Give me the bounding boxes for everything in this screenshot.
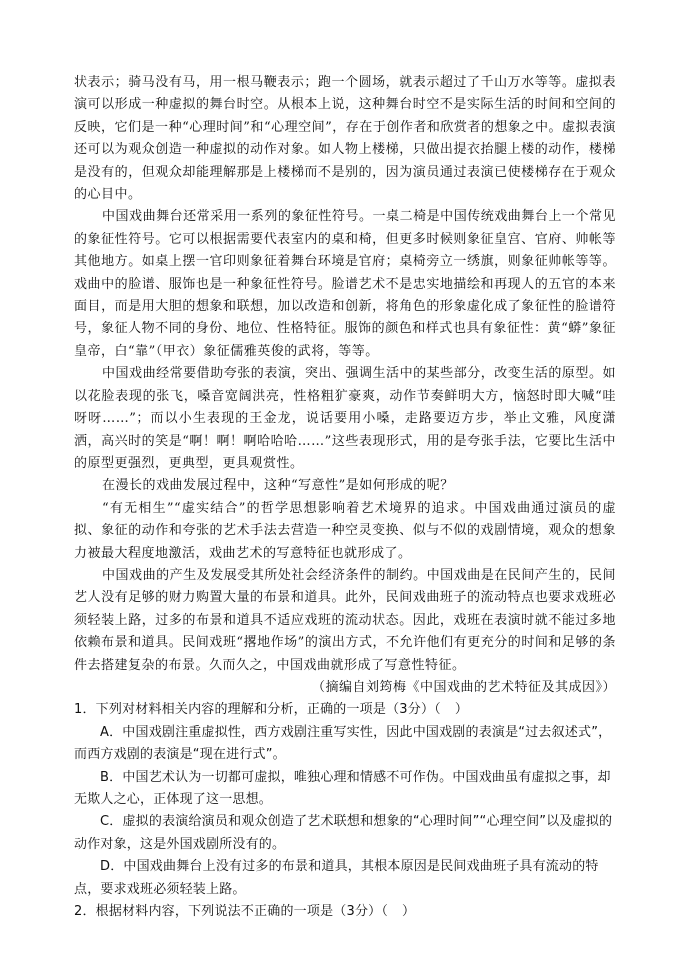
question-1-text: 1．下列对材料相关内容的理解和分析，正确的一项是（3分）（ xyxy=(74,702,441,718)
question-1-option-b: B．中国艺术认为一切都可虚拟，唯独心理和情感不可作伪。中国戏曲虽有虚拟之事，却无欺人之心，正体现了这一思想。 xyxy=(74,769,611,807)
passage-paragraph-question: 在漫长的戏曲发展过程中，这种“写意性”是如何形成的呢？ xyxy=(102,478,454,494)
question-1-option-d: D．中国戏曲舞台上没有过多的布景和道具，其根本原因是民间戏曲班子具有流动的特点，要求戏班必须轻装上路。 xyxy=(74,859,599,897)
question-1-close: ） xyxy=(454,702,469,718)
passage-paragraph-economics: 中国戏曲的产生及发展受其所处社会经济条件的制约。中国戏曲是在民间产生的，民间艺人没有足够的财力购置大量的布景和道具。此外，民间戏曲班子的流动特点也要求戏班必须轻装上路，过多的布景和道具不适应戏班的流动状态。因此，戏班在表演时就不能过多地依赖布景和道具。民间戏班“撂地作场”的演出方式，不允许他们有更充分的时间和足够的条件去搭建复杂的布景。久而久之，中国戏曲就形成了写意性特征。 xyxy=(74,567,616,673)
passage-paragraph-exaggeration: 中国戏曲经常要借助夸张的表演，突出、强调生活中的某些部分，改变生活的原型。如以花脸表现的张飞，嗓音宽阔洪亮，性格粗犷豪爽，动作节奏鲜明大方，恼怒时即大喊“哇呀呀……”；而以小生表现的王金龙，说话要用小嗓，走路要迈方步，举止文雅，风度潇洒，高兴时的笑是“啊！啊！啊哈哈哈……”这些表现形式，用的是夸张手法，它要比生活中的原型更强烈，更典型，更具观赏性。 xyxy=(74,366,616,471)
passage-paragraph-continued: 状表示；骑马没有马，用一根马鞭表示；跑一个圆场，就表示超过了千山万水等等。虚拟表演可以形成一种虚拟的舞台时空。从根本上说，这种舞台时空不是实际生活的时间和空间的反映，它们是一种“心理时间”和“心理空间”，存在于创作者和欣赏者的想象之中。虚拟表演还可以为观众创造一种虚拟的动作对象。如人物上楼梯，只做出提衣抬腿上楼的动作，楼梯是没有的，但观众却能理解那是上楼梯而不是别的，因为演员通过表演已使楼梯存在于观众的心目中。 xyxy=(74,75,616,203)
question-1-option-a: A．中国戏剧注重虚拟性，西方戏剧注重写实性，因此中国戏剧的表演是“过去叙述式”，而西方戏剧的表演是“现在进行式”。 xyxy=(74,724,612,763)
question-1-stem xyxy=(74,699,616,721)
question-2-text: 2．根据材料内容，下列说法不正确的一项是（3分）（ xyxy=(74,904,389,920)
question-1-option-c: C．虚拟的表演给演员和观众创造了艺术联想和想象的“心理时间”“心理空间”以及虚拟的动作对象，这是外国戏剧所没有的。 xyxy=(74,814,613,852)
passage-paragraph-philosophy: “有无相生”“虚实结合”的哲学思想影响着艺术境界的追求。中国戏曲通过演员的虚拟、象征的动作和夸张的艺术手法去营造一种空灵变换、似与不似的戏剧情境，观众的想象力被最大程度地激活，戏曲艺术的写意特征也就形成了。 xyxy=(74,500,616,561)
passage-source: （摘编自刘筠梅《中国戏曲的艺术特征及其成因》） xyxy=(311,679,616,695)
passage-paragraph-symbolism: 中国戏曲舞台还常采用一系列的象征性符号。一桌二椅是中国传统戏曲舞台上一个常见的象征性符号。它可以根据需要代表室内的桌和椅，但更多时候则象征皇宫、官府、帅帐等其他地方。如桌上摆一官印则象征着舞台环境是官府；桌椅旁立一绣旗，则象征帅帐等等。戏曲中的脸谱、服饰也是一种象征性符号。脸谱艺术不是忠实地描绘和再现人的五官的本来面目，而是用大胆的想象和联想，加以改造和创新，将角色的形象虚化成了象征性的脸谱符号，象征人物不同的身份、地位、性格特征。服饰的颜色和样式也具有象征性：黄“蟒”象征皇帝，白“靠”（甲衣）象征儒雅英俊的武将，等等。 xyxy=(74,209,616,359)
question-2-close: ） xyxy=(402,904,416,920)
question-2-stem xyxy=(74,901,616,923)
